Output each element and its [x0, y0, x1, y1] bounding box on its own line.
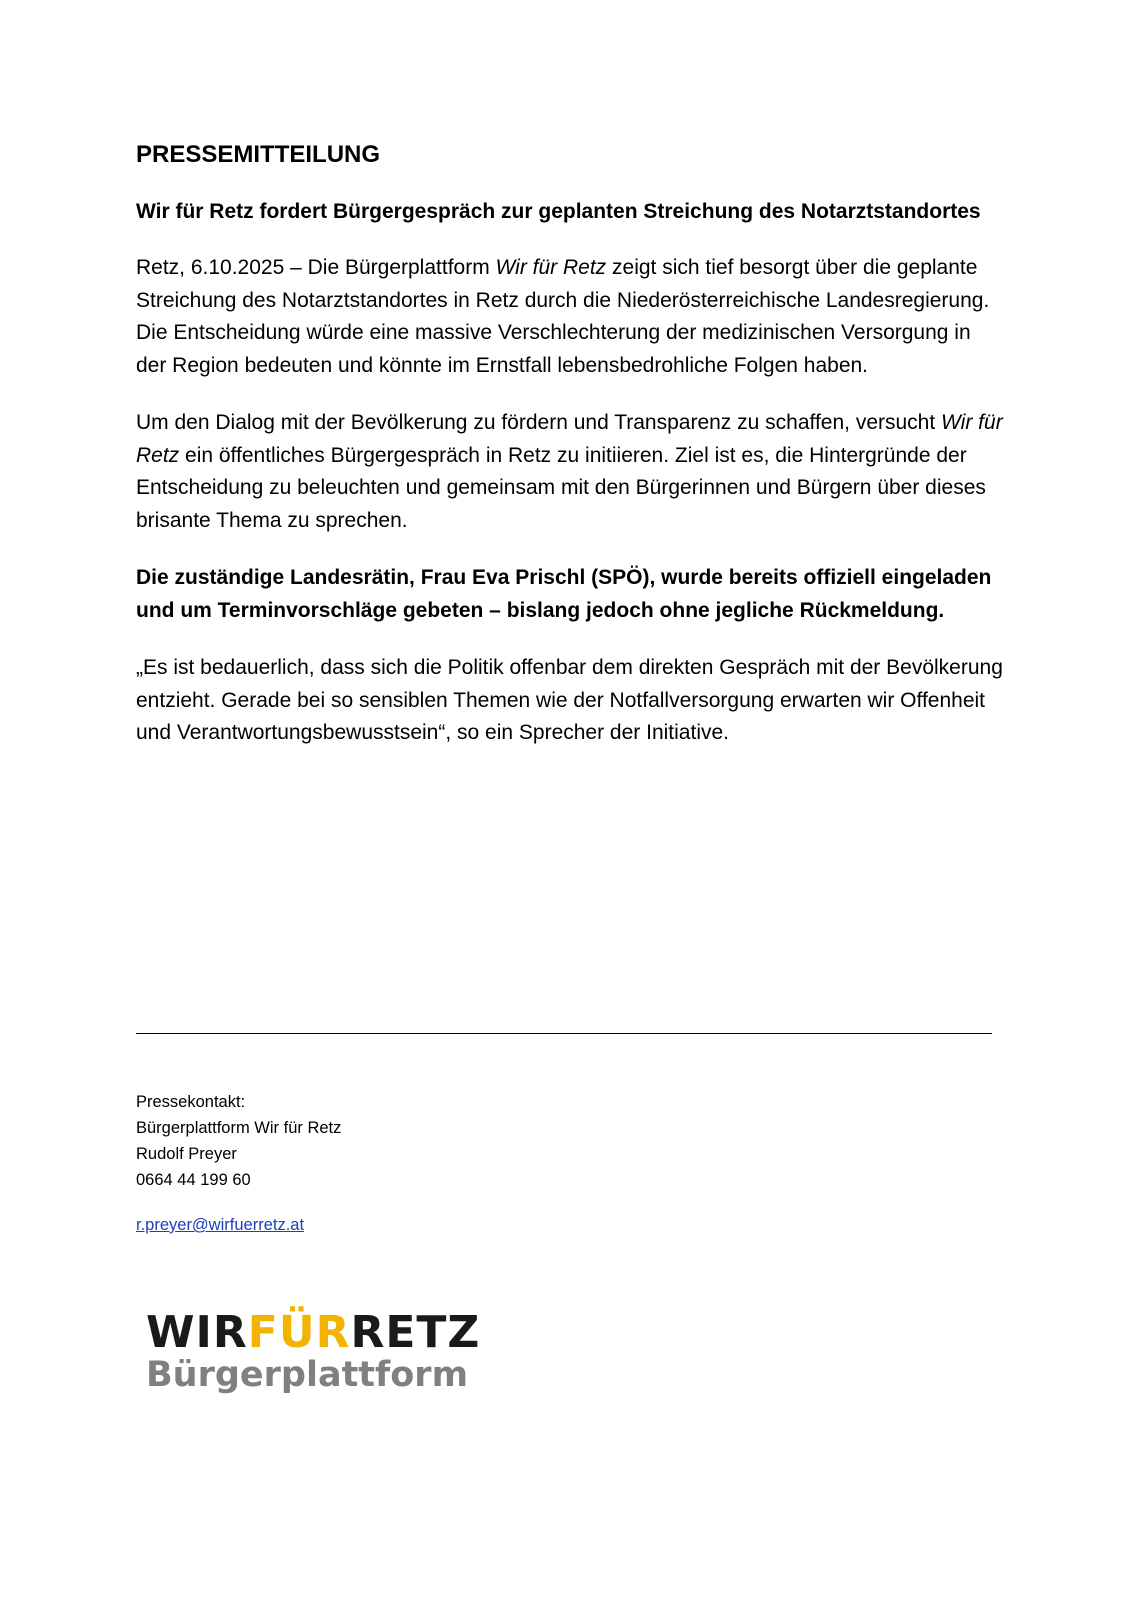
separator-line	[136, 1033, 992, 1034]
paragraph-invitation: Die zuständige Landesrätin, Frau Eva Prischl (SPÖ), wurde bereits offiziell eingeladen und um Terminvorschläge gebeten – bislang jedoch ohne jegliche Rückmeldung.	[136, 566, 992, 622]
logo-word-wir: WIR	[146, 1307, 248, 1358]
document-label: PRESSEMITTEILUNG	[136, 141, 381, 168]
paragraph-quote: „Es ist bedauerlich, dass sich die Politik offenbar dem direkten Gespräch mit der Bevölkerung entzieht. Gerade bei so sensiblen Themen wie der Notfallversorgung erwarten wir Offenheit und Verantwortungsbewusstsein“, so ein Sprecher der Initiative.	[136, 656, 1003, 744]
organization-name: Wir für Retz	[495, 256, 607, 279]
contact-organization: Bürgerplattform Wir für Retz	[136, 1119, 342, 1137]
paragraph-dialog-lead: Um den Dialog mit der Bevölkerung zu fördern und Transparenz zu schaffen, versucht	[136, 411, 942, 434]
paragraph-intro	[136, 252, 1006, 382]
contact-phone: 0664 44 199 60	[136, 1171, 251, 1189]
contact-name: Rudolf Preyer	[136, 1145, 237, 1163]
logo-wordmark	[146, 1307, 481, 1358]
headline: Wir für Retz fordert Bürgergespräch zur geplanten Streichung des Notarztstandortes	[136, 200, 981, 223]
paragraph-dialog	[136, 407, 1006, 537]
logo-word-retz: RETZ	[350, 1307, 481, 1358]
paragraph-intro-lead: Retz, 6.10.2025 – Die Bürgerplattform	[136, 256, 496, 279]
contact-label: Pressekontakt:	[136, 1093, 246, 1111]
paragraph-intro-rest: zeigt sich tief besorgt über die geplante Streichung des Notarztstandortes in Retz durch die Niederösterreichische Landesregierung. Die Entscheidung würde eine massive Verschlechterung der medizinischen Versorgung in der Region bedeuten und könnte im Ernstfall lebensbedrohliche Folgen haben.	[136, 256, 990, 377]
main-content	[136, 140, 1006, 775]
paragraph-dialog-rest: ein öffentliches Bürgergespräch in Retz zu initiieren. Ziel ist es, die Hintergründe der Entscheidung zu beleuchten und gemeinsam mit den Bürgerinnen und Bürgern über dieses brisante Thema zu sprechen.	[136, 443, 986, 532]
wir-fuer-retz-logo	[146, 1307, 481, 1400]
logo-subtitle: Bürgerplattform	[146, 1355, 469, 1395]
contact-email-link[interactable]: r.preyer@wirfuerretz.at	[136, 1216, 305, 1234]
organization-name: Wir für Retz	[136, 411, 1003, 467]
press-contact	[136, 1089, 341, 1193]
logo-word-fuer: FÜR	[247, 1307, 351, 1358]
